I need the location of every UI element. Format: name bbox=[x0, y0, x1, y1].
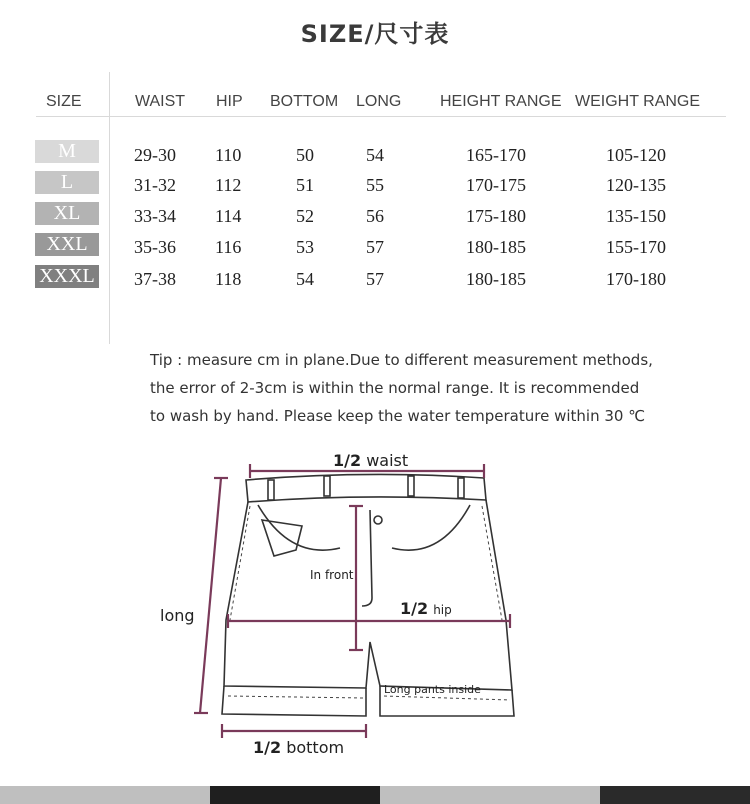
size-badge-m: M bbox=[35, 140, 99, 163]
measure-lines bbox=[194, 464, 510, 738]
cell-height-range: 165-170 bbox=[466, 145, 526, 165]
cell-waist: 29-30 bbox=[134, 145, 176, 165]
header-height-range: HEIGHT RANGE bbox=[440, 93, 562, 110]
cell-hip: 112 bbox=[215, 175, 242, 195]
page-title: SIZE/尺寸表 bbox=[300, 20, 450, 48]
cell-weight-range: 155-170 bbox=[606, 237, 666, 257]
shorts-stitching bbox=[228, 506, 510, 700]
header-waist: WAIST bbox=[135, 93, 186, 110]
header-long: LONG bbox=[356, 93, 402, 110]
label-long: long bbox=[160, 606, 195, 625]
cell-height-range: 170-175 bbox=[466, 175, 526, 195]
cell-height-range: 180-185 bbox=[466, 237, 526, 257]
cell-bottom: 53 bbox=[296, 237, 314, 257]
cell-long: 55 bbox=[366, 175, 384, 195]
size-badge-xl: XL bbox=[35, 202, 99, 225]
size-badge-l: L bbox=[35, 171, 99, 194]
cell-bottom: 51 bbox=[296, 175, 314, 195]
cell-long: 54 bbox=[366, 145, 384, 165]
cell-waist: 33-34 bbox=[134, 206, 176, 226]
size-badge-xxl: XXL bbox=[35, 233, 99, 256]
cell-waist: 35-36 bbox=[134, 237, 176, 257]
header-size: SIZE bbox=[46, 93, 82, 110]
cell-weight-range: 170-180 bbox=[606, 269, 666, 289]
label-hip: 1/2 hip bbox=[400, 599, 452, 618]
tip-line-2: the error of 2-3cm is within the normal range. It is recommended bbox=[150, 379, 640, 397]
cell-height-range: 175-180 bbox=[466, 206, 526, 226]
size-badge-xxxl: XXXL bbox=[35, 265, 99, 288]
cell-hip: 110 bbox=[215, 145, 242, 165]
header-hip: HIP bbox=[216, 93, 243, 110]
cell-hip: 118 bbox=[215, 269, 242, 289]
cell-bottom: 54 bbox=[296, 269, 314, 289]
cell-hip: 116 bbox=[215, 237, 242, 257]
cell-weight-range: 105-120 bbox=[606, 145, 666, 165]
label-bottom: 1/2 bottom bbox=[253, 738, 345, 757]
cell-long: 57 bbox=[366, 237, 384, 257]
header-bottom: BOTTOM bbox=[270, 93, 339, 110]
cell-bottom: 52 bbox=[296, 206, 314, 226]
label-waist: 1/2 waist bbox=[333, 451, 409, 470]
cell-weight-range: 120-135 bbox=[606, 175, 666, 195]
tip-line-3: to wash by hand. Please keep the water temperature within 30 ℃ bbox=[150, 407, 646, 425]
cell-hip: 114 bbox=[215, 206, 242, 226]
cell-waist: 37-38 bbox=[134, 269, 176, 289]
tip-line-1: Tip : measure cm in plane.Due to different measurement methods, bbox=[150, 351, 653, 369]
photo-strip-dark bbox=[210, 786, 380, 804]
cell-long: 56 bbox=[366, 206, 384, 226]
photo-strip-dark bbox=[600, 786, 750, 804]
header-weight-range: WEIGHT RANGE bbox=[575, 93, 701, 110]
cell-height-range: 180-185 bbox=[466, 269, 526, 289]
cell-weight-range: 135-150 bbox=[606, 206, 666, 226]
label-long-pants-inside: Long pants inside bbox=[384, 683, 481, 696]
cell-bottom: 50 bbox=[296, 145, 314, 165]
label-in-front: In front bbox=[310, 568, 354, 582]
cell-long: 57 bbox=[366, 269, 384, 289]
shorts-outline bbox=[222, 474, 514, 716]
cell-waist: 31-32 bbox=[134, 175, 176, 195]
